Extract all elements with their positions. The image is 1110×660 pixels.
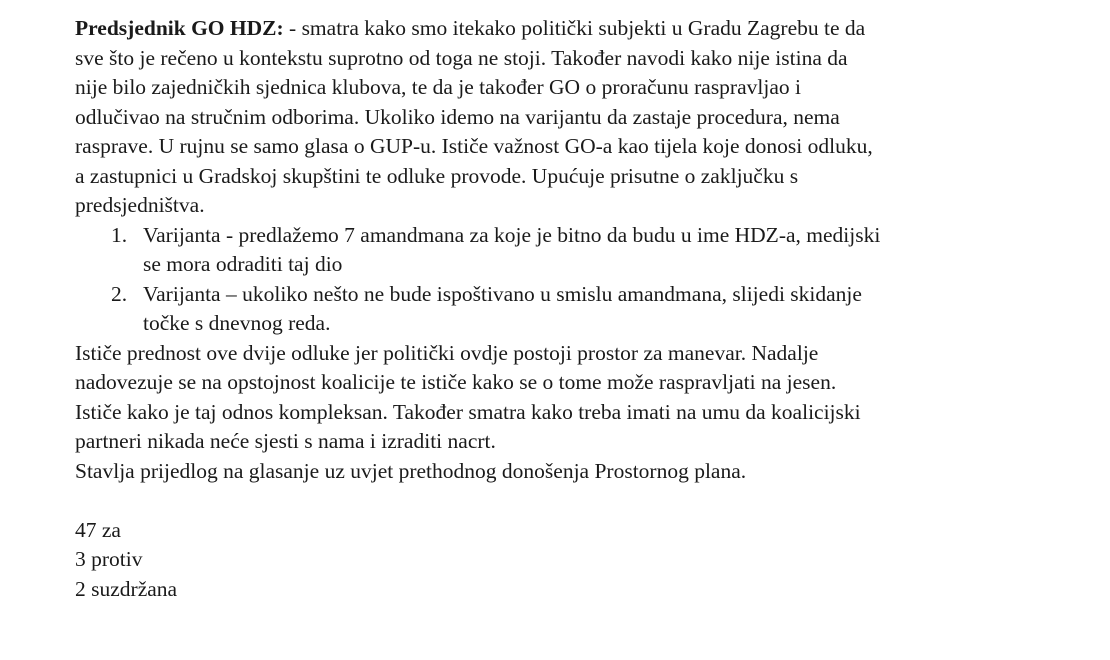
- list-item-line: Varijanta - predlažemo 7 amandmana za koje je bitno da budu u ime HDZ-a, medijski: [143, 222, 881, 247]
- intro-first-line-text: - smatra kako smo itekako politički subjekti u Gradu Zagrebu te da: [283, 16, 866, 40]
- vote-results: [75, 516, 1075, 605]
- intro-line: odlučivao na stručnim odborima. Ukoliko idemo na varijantu da zastaje procedura, nema: [75, 104, 840, 129]
- conclusion-line: partneri nikada neće sjesti s nama i izraditi nacrt.: [75, 429, 496, 453]
- variants-list: [75, 221, 1075, 339]
- intro-line: nije bilo zajedničkih sjednica klubova, te da je također GO o proračunu raspravljao i: [75, 75, 801, 99]
- conclusion-line: nadovezuje se na opstojnost koalicije te ističe kako se o tome može raspravljati na jesen.: [75, 370, 837, 394]
- speaker-label: Predsjednik GO HDZ:: [75, 16, 284, 40]
- list-item-line: točke s dnevnog reda.: [143, 311, 331, 335]
- vote-abstained: 2 suzdržana: [75, 576, 178, 601]
- intro-line: rasprave. U rujnu se samo glasa o GUP-u. Ističe važnost GO-a kao tijela koje donosi odluku,: [75, 134, 873, 158]
- list-item-variant-2: [75, 280, 1075, 339]
- list-item-variant-1: [75, 221, 1075, 280]
- conclusion-line: Ističe kako je taj odnos kompleksan. Također smatra kako treba imati na umu da koalicijski: [75, 399, 861, 424]
- conclusion-line: Stavlja prijedlog na glasanje uz uvjet prethodnog donošenja Prostornog plana.: [75, 458, 747, 483]
- document-page: [75, 14, 1075, 604]
- intro-line: a zastupnici u Gradskoj skupštini te odluke provode. Upućuje prisutne o zaključku s: [75, 163, 799, 188]
- intro-first-line: [75, 14, 1075, 44]
- vote-for: 47 za: [75, 517, 121, 542]
- vote-against: 3 protiv: [75, 547, 143, 571]
- intro-line: predsjedništva.: [75, 193, 205, 217]
- intro-line: sve što je rečeno u kontekstu suprotno od toga ne stoji. Također navodi kako nije istina da: [75, 45, 848, 70]
- intro-paragraph: [75, 14, 1075, 221]
- list-item-line: se mora odraditi taj dio: [143, 252, 343, 276]
- list-item-line: Varijanta – ukoliko nešto ne bude ispoštivano u smislu amandmana, slijedi skidanje: [143, 281, 862, 306]
- list-number: 1.: [111, 222, 128, 247]
- conclusion-paragraph: [75, 339, 1075, 487]
- conclusion-line: Ističe prednost ove dvije odluke jer politički ovdje postoji prostor za manevar. Nadalje: [75, 340, 819, 365]
- blank-line: [75, 486, 1075, 516]
- list-number: 2.: [111, 281, 128, 306]
